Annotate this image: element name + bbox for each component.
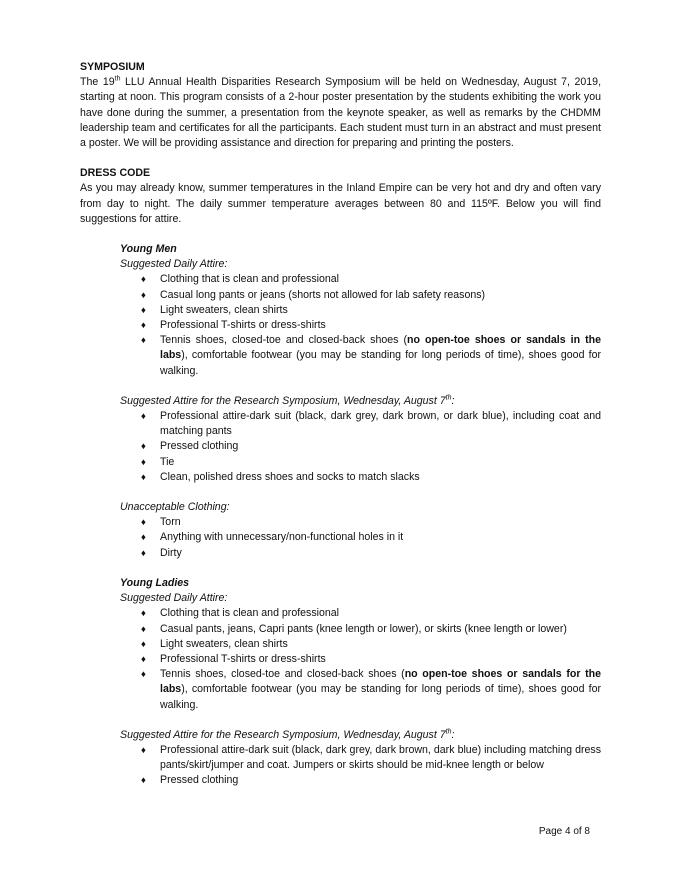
young-ladies-section — [120, 576, 601, 789]
young-men-symposium-label: Suggested Attire for the Research Symposium, Wednesday, August 7th: — [120, 394, 455, 407]
diamond-bullet-icon: ♦ — [141, 669, 146, 681]
diamond-bullet-icon: ♦ — [141, 441, 146, 453]
list-item: ♦ Pressed clothing — [120, 439, 601, 454]
list-item: ♦ Casual long pants or jeans (shorts not allowed for lab safety reasons) — [120, 288, 601, 303]
diamond-bullet-icon: ♦ — [141, 547, 146, 559]
young-ladies-title: Young Ladies — [120, 576, 190, 589]
dress-code-heading: DRESS CODE — [80, 167, 151, 180]
list-item: ♦ Clothing that is clean and professional — [120, 272, 601, 287]
diamond-bullet-icon: ♦ — [141, 653, 146, 665]
symposium-paragraph — [80, 75, 601, 151]
list-item: ♦ Light sweaters, clean shirts — [120, 637, 601, 652]
list-item: ♦ Clean, polished dress shoes and socks to match slacks — [120, 470, 601, 485]
symposium-text-post: LLU Annual Health Disparities Research Symposium will be held on Wednesday, August 7, 2019, starting at noon. This program consists of a 2-hour poster presentation by the students exhibiting the work you have done during the summer, a presentation from the keynote speaker, as well as remarks by the CHDMM leadership team and certificates for all the participants. Each student must turn in an abstract and must present a poster. We will be providing assistance and direction for preparing and printing the posters. — [80, 76, 602, 150]
young-men-unacceptable-list — [120, 515, 601, 561]
diamond-bullet-icon: ♦ — [141, 608, 146, 620]
list-item: ♦ Anything with unnecessary/non-functional holes in it — [120, 530, 601, 545]
list-item: ♦ Tennis shoes, closed-toe and closed-back shoes (no open-toe shoes or sandals for the labs), comfortable footwear (you may be standing for long periods of time), shoes good for walking. — [141, 668, 601, 711]
young-men-symposium-list — [120, 409, 601, 485]
diamond-bullet-icon: ♦ — [141, 320, 146, 332]
young-ladies-daily-list — [120, 606, 601, 712]
diamond-bullet-icon: ♦ — [141, 623, 146, 635]
list-item: ♦ Professional T-shirts or dress-shirts — [120, 318, 601, 333]
symposium-text-sup: th — [114, 75, 121, 83]
diamond-bullet-icon: ♦ — [141, 335, 146, 347]
young-ladies-daily-label: Suggested Daily Attire: — [120, 592, 228, 605]
young-ladies-symposium-list — [120, 743, 601, 789]
list-item: ♦ Professional attire-dark suit (black, dark grey, dark brown, or dark blue), including coat and matching pants — [141, 410, 601, 438]
diamond-bullet-icon: ♦ — [141, 411, 146, 423]
list-item: ♦ Pressed clothing — [120, 773, 601, 788]
diamond-bullet-icon: ♦ — [141, 304, 146, 316]
list-item: ♦ Tennis shoes, closed-toe and closed-back shoes (no open-toe shoes or sandals in the labs), comfortable footwear (you may be standing for long periods of time), shoes good for walking. — [141, 334, 602, 377]
diamond-bullet-icon: ♦ — [141, 775, 146, 787]
list-item: ♦ Light sweaters, clean shirts — [120, 303, 601, 318]
list-item: ♦ Professional T-shirts or dress-shirts — [120, 652, 601, 667]
diamond-bullet-icon: ♦ — [141, 638, 146, 650]
document-page — [80, 60, 601, 789]
list-item: ♦ Casual pants, jeans, Capri pants (knee length or lower), or skirts (knee length or lower) — [120, 622, 601, 637]
list-item: ♦ Tie — [120, 455, 601, 470]
diamond-bullet-icon: ♦ — [141, 274, 146, 286]
list-item: ♦ Professional attire-dark suit (black, dark grey, dark brown, dark blue) including matching dress pants/skirt/jumper and coat. Jumpers or skirts should be mid-knee length or below — [141, 743, 601, 772]
diamond-bullet-icon: ♦ — [141, 456, 146, 468]
young-men-daily-label: Suggested Daily Attire: — [120, 258, 228, 271]
diamond-bullet-icon: ♦ — [141, 471, 146, 483]
young-men-title: Young Men — [120, 243, 177, 256]
diamond-bullet-icon: ♦ — [141, 289, 146, 301]
symposium-heading: SYMPOSIUM — [80, 61, 145, 73]
symposium-text-pre: The 19 — [80, 76, 115, 89]
young-men-daily-list — [120, 272, 601, 378]
list-item: ♦ Dirty — [120, 546, 601, 561]
list-item: ♦ Torn — [120, 515, 601, 530]
young-ladies-symposium-label: Suggested Attire for the Research Symposium, Wednesday, August 7th: — [120, 728, 455, 741]
dress-code-paragraph: As you may already know, summer temperatures in the Inland Empire can be very hot and dry and often vary from day to night. The daily summer temperature averages between 80 and 115ºF. Below you will find suggestions for attire. — [80, 182, 601, 225]
page-number: Page 4 of 8 — [538, 826, 590, 837]
diamond-bullet-icon: ♦ — [141, 744, 146, 756]
young-men-unacceptable-label: Unacceptable Clothing: — [120, 501, 230, 514]
young-men-section — [120, 242, 601, 561]
list-item: ♦ Clothing that is clean and professional — [120, 606, 601, 621]
diamond-bullet-icon: ♦ — [141, 517, 146, 529]
diamond-bullet-icon: ♦ — [141, 532, 146, 544]
